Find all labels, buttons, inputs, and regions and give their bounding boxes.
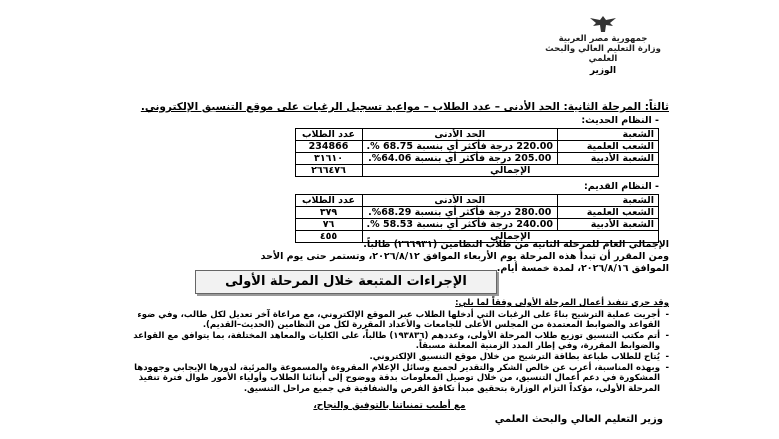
- old-system-table: [295, 194, 659, 243]
- summary-total-line: الإجمالي العام للمرحلة الثانية من طلاب النظامين (٢٦٦٩٣١) طالباً.: [363, 239, 669, 250]
- procedures-lead: وقد جرى تنفيذ أعمال المرحلة الأولى وفقاً لما يلي:: [455, 298, 669, 308]
- table-row: [295, 207, 658, 219]
- document-body: [110, 0, 669, 439]
- column-header: الحد الأدنى: [362, 129, 557, 141]
- table-row: [295, 141, 658, 153]
- count-cell: ٣٧٩: [295, 207, 362, 219]
- branch-cell: الشعب العلمية: [558, 141, 659, 153]
- table-row: [295, 153, 658, 165]
- list-item: - أتم مكتب التنسيق توزيع طلاب المرحلة الأولى، وعددهم (١٩٣٨٣٦) طالباً، على الكليات والمعاهد المختلفة، بما يتوافق مع القواعد والضوابط المقررة، وفي إطار المدد الزمنية المعلنة مسبقاً.: [110, 331, 669, 352]
- list-item: - أجريت عملية الترشيح بناءً على الرغبات التي أدخلها الطلاب عبر الموقع الإلكتروني، مع مراعاة آخر تعديل لكل طالب، وفي ضوء القواعد والضوابط المعتمدة من المجلس الأعلى للجامعات والأعداد المقررة لكل من النظامين (الحديث–القديم).: [110, 310, 669, 331]
- count-cell: ٣١٦١٠: [295, 153, 362, 165]
- section-title: ثالثاً: المرحلة الثانية: الحد الأدنى – عدد الطلاب – مواعيد تسجيل الرغبات على موقع التنسيق الإلكتروني.: [140, 101, 669, 113]
- branch-cell: الشعب العلمية: [558, 207, 659, 219]
- column-header: عدد الطلاب: [295, 195, 362, 207]
- total-label: الإجمالي: [362, 165, 658, 177]
- procedures-banner: الإجراءات المتبعة خلال المرحلة الأولى: [195, 270, 497, 294]
- count-cell: ٧٦: [295, 219, 362, 231]
- column-header: الشعبة: [558, 195, 659, 207]
- ministry-name: وزارة التعليم العالي والبحث العلمي: [545, 44, 661, 64]
- closing-wishes: مع أطيب تمنياتنا بالتوفيق والنجاح،: [313, 401, 466, 411]
- table-header-row: [295, 129, 658, 141]
- table-header-row: [295, 195, 658, 207]
- column-header: عدد الطلاب: [295, 129, 362, 141]
- list-item: - يُتاح للطلاب طباعة بطاقة الترشيح من خلال موقع التنسيق الإلكتروني.: [110, 352, 669, 363]
- new-system-heading: - النظام الحديث:: [581, 115, 659, 126]
- new-system-table: [295, 128, 659, 177]
- eagle-emblem-icon: [586, 14, 620, 34]
- table-total-row: [295, 165, 658, 177]
- procedures-list: [110, 310, 669, 395]
- minimum-cell: 240.00 درجة فأكثر أي بنسبة 58.53 %.: [362, 219, 557, 231]
- minimum-cell: 280.00 درجة فأكثر أي بنسبة 68.29%.: [362, 207, 557, 219]
- total-label: الإجمالي: [362, 231, 658, 243]
- minimum-cell: 205.00 درجة فأكثر أي بنسبة 64.06%.: [362, 153, 557, 165]
- signature-line: وزير التعليم العالي والبحث العلمي: [494, 414, 663, 425]
- procedures-section: [110, 298, 669, 394]
- office-name: الوزير: [589, 66, 617, 76]
- count-cell: 234866: [295, 141, 362, 153]
- old-system-heading: - النظام القديم:: [583, 181, 659, 192]
- letterhead: [543, 14, 663, 76]
- summary-dates-line: ومن المقرر أن تبدأ هذه المرحلة يوم الأربعاء الموافق ٢٠٢٦/٨/١٢، وتستمر حتى يوم الأحد: [260, 251, 669, 262]
- country-name: جمهورية مصر العربية: [558, 34, 648, 44]
- list-item: - وبهذه المناسبة، أعرب عن خالص الشكر والتقدير لجميع وسائل الإعلام المقروءة والمسموعة والمرئية، لدورها الإيجابي وجهودها المشكورة في دعم أعمال التنسيق، من خلال توصيل المعلومات بدقة ووضوح إلى أبنائنا الطلاب وأولياء الأمور طوال فترة تنفيذ المرحلة الأولى، مؤكداً التزام الوزارة بتحقيق مبدأ تكافؤ الفرص والشفافية في جميع مراحل التنسيق.: [110, 363, 669, 395]
- minimum-cell: 220.00 درجة فأكثر أي بنسبة 68.75 %.: [362, 141, 557, 153]
- branch-cell: الشعبة الأدبية: [558, 153, 659, 165]
- summary-duration-line: الموافق ٢٠٢٦/٨/١٦، لمدة خمسة أيام.: [496, 263, 669, 274]
- total-value: ٤٥٥: [295, 231, 362, 243]
- column-header: الشعبة: [558, 129, 659, 141]
- branch-cell: الشعبة الأدبية: [558, 219, 659, 231]
- column-header: الحد الأدنى: [362, 195, 557, 207]
- total-value: ٢٦٦٤٧٦: [295, 165, 362, 177]
- table-row: [295, 219, 658, 231]
